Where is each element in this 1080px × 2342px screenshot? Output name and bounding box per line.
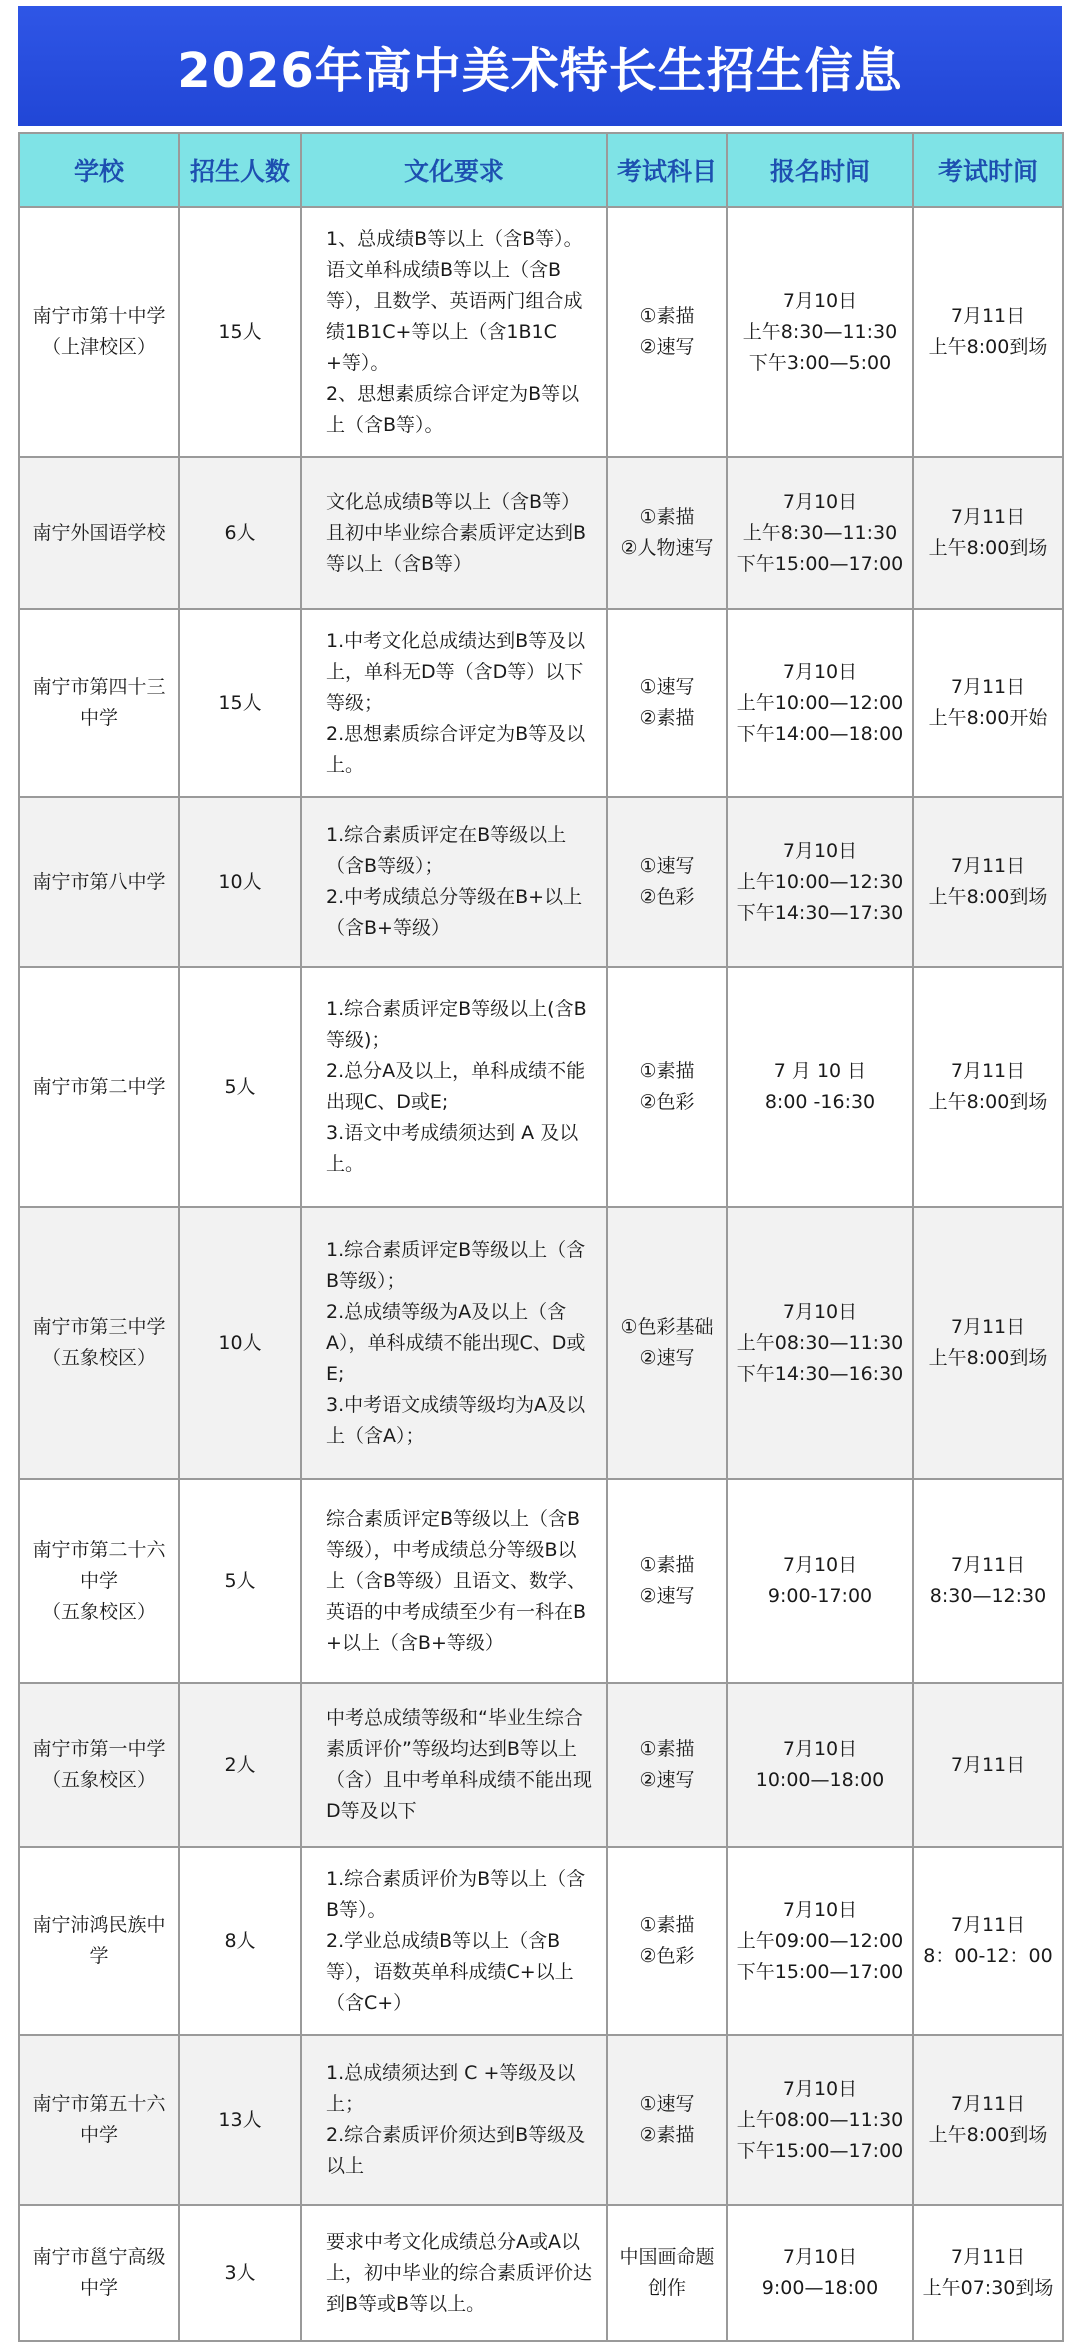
- requirements-cell: [301, 1847, 607, 2035]
- requirements-cell-line: 1.综合素质评定B等级以上(含B等级)；: [326, 998, 587, 1051]
- requirements-cell-line: 1.总成绩须达到 C +等级及以上；: [326, 2062, 576, 2115]
- exam-time-cell: [913, 2205, 1063, 2341]
- signup-time-cell-line: 上午8:30—11:30: [742, 521, 898, 544]
- exam-time-cell-line: 7月11日: [950, 1554, 1026, 1576]
- requirements-cell-line: 要求中考文化成绩总分A或A以上，初中毕业的综合素质评价达到B等或B等以上。: [326, 2230, 593, 2315]
- subjects-cell: [607, 1479, 727, 1683]
- school-cell-line: 中学: [79, 707, 118, 729]
- signup-time-cell: [727, 1847, 913, 2035]
- signup-time-cell: [727, 797, 913, 967]
- signup-time-cell-line: 下午15:00—17:00: [736, 2139, 904, 2162]
- subjects-cell-line: ①素描: [639, 1738, 695, 1760]
- exam-time-cell-line: 7月11日: [950, 2246, 1026, 2268]
- exam-time-cell-line: 7月11日: [950, 2093, 1026, 2115]
- school-cell-line: 学: [89, 1945, 109, 1967]
- signup-time-cell: [727, 609, 913, 797]
- school-cell: [19, 797, 179, 967]
- requirements-cell: [301, 1479, 607, 1683]
- school-cell: [19, 1207, 179, 1479]
- subjects-cell-line: ②色彩: [639, 1945, 695, 1967]
- school-cell-line: 南宁市第五十六: [32, 2093, 166, 2115]
- school-cell: [19, 609, 179, 797]
- header-exam-time: 考试时间: [913, 133, 1063, 207]
- count-cell: 5人: [179, 1479, 301, 1683]
- school-cell-line: 南宁市第二中学: [32, 1075, 166, 1098]
- signup-time-cell: [727, 457, 913, 609]
- school-cell-line: 南宁市第十中学: [32, 305, 166, 327]
- signup-time-cell-line: 7月10日: [782, 2077, 858, 2100]
- subjects-cell-line: ②素描: [639, 2124, 695, 2146]
- count-cell: 10人: [179, 797, 301, 967]
- school-cell: [19, 1847, 179, 2035]
- subjects-cell-line: ②色彩: [639, 1091, 695, 1113]
- subjects-cell-line: 创作: [647, 2277, 686, 2299]
- requirements-cell-line: 综合素质评定B等级以上（含B等级），中考成绩总分等级B以上（含B等级）且语文、数学、英语的中考成绩至少有一科在B+以上（含B+等级）: [326, 1507, 587, 1654]
- signup-time-cell-line: 下午3:00—5:00: [748, 351, 892, 374]
- school-cell-line: 南宁市邕宁高级: [32, 2246, 166, 2268]
- exam-time-cell: [913, 1207, 1063, 1479]
- count-cell: 3人: [179, 2205, 301, 2341]
- school-cell-line: 南宁市第二十六: [32, 1538, 166, 1561]
- requirements-cell: [301, 1683, 607, 1847]
- count-cell: 10人: [179, 1207, 301, 1479]
- exam-time-cell: [913, 457, 1063, 609]
- subjects-cell-line: ①速写: [639, 855, 695, 877]
- count-cell: 5人: [179, 967, 301, 1207]
- subjects-cell: [607, 1683, 727, 1847]
- requirements-cell-line: 2.综合素质评价须达到B等级及以上: [326, 2124, 586, 2177]
- subjects-cell-line: ②人物速写: [620, 537, 714, 559]
- signup-time-cell: [727, 207, 913, 457]
- school-cell: [19, 1479, 179, 1683]
- school-cell-line: 南宁沛鸿民族中: [32, 1914, 166, 1936]
- table-row: [19, 2035, 1063, 2205]
- exam-time-cell-line: 上午07:30到场: [922, 2277, 1054, 2299]
- exam-time-cell: [913, 1683, 1063, 1847]
- school-cell: [19, 1683, 179, 1847]
- signup-time-cell-line: 上午09:00—12:00: [736, 1929, 904, 1952]
- signup-time-cell-line: 7月10日: [782, 289, 858, 312]
- table-row: [19, 1683, 1063, 1847]
- exam-time-cell: [913, 967, 1063, 1207]
- signup-time-cell-line: 7月10日: [782, 1738, 858, 1760]
- subjects-cell-line: ②速写: [639, 1585, 695, 1607]
- signup-time-cell-line: 下午14:30—16:30: [736, 1362, 904, 1385]
- subjects-cell-line: ①素描: [639, 1914, 695, 1936]
- exam-time-cell-line: 7月11日: [950, 1914, 1026, 1936]
- subjects-cell-line: ②速写: [639, 1347, 695, 1369]
- school-cell: [19, 457, 179, 609]
- signup-time-cell: [727, 2205, 913, 2341]
- requirements-cell-line: 3.语文中考成绩须达到 A 及以上。: [326, 1122, 579, 1175]
- count-cell: 8人: [179, 1847, 301, 2035]
- header-requirements: 文化要求: [301, 133, 607, 207]
- signup-time-cell-line: 9:00-17:00: [767, 1585, 873, 1607]
- school-cell: [19, 967, 179, 1207]
- signup-time-cell-line: 上午08:30—11:30: [736, 1331, 904, 1354]
- subjects-cell-line: ②速写: [639, 336, 695, 358]
- count-cell: 13人: [179, 2035, 301, 2205]
- school-cell-line: 南宁外国语学校: [32, 521, 166, 544]
- requirements-cell-line: 3.中考语文成绩等级均为A及以上（含A）；: [326, 1393, 586, 1447]
- exam-time-cell-line: 上午8:00到场: [928, 537, 1048, 559]
- subjects-cell-line: ②色彩: [639, 886, 695, 908]
- signup-time-cell-line: 下午14:00—18:00: [736, 722, 904, 745]
- table-row: [19, 2205, 1063, 2341]
- requirements-cell: [301, 967, 607, 1207]
- exam-time-cell-line: 上午8:00到场: [928, 1091, 1048, 1113]
- requirements-cell-line: 1、总成绩B等以上（含B等）。语文单科成绩B等以上（含B等），且数学、英语两门组合成绩1B1C+等以上（含1B1C+等）。: [326, 227, 583, 374]
- school-cell-line: 南宁市第一中学: [32, 1738, 166, 1760]
- exam-time-cell-line: 7月11日: [950, 676, 1026, 698]
- exam-time-cell-line: 7月11日: [950, 1316, 1026, 1338]
- requirements-cell: [301, 207, 607, 457]
- school-cell-line: （五象校区）: [41, 1769, 156, 1791]
- school-cell-line: 中学: [79, 1569, 118, 1592]
- exam-time-cell: [913, 1479, 1063, 1683]
- header-count: 招生人数: [179, 133, 301, 207]
- school-cell: [19, 207, 179, 457]
- exam-time-cell: [913, 207, 1063, 457]
- requirements-cell-line: 2.总分A及以上，单科成绩不能出现C、D或E;: [326, 1060, 586, 1113]
- subjects-cell-line: ①素描: [639, 1554, 695, 1576]
- signup-time-cell-line: 7月10日: [782, 1554, 858, 1576]
- requirements-cell-line: 2.总成绩等级为A及以上（含A），单科成绩不能出现C、D或E;: [326, 1300, 586, 1385]
- table-row: [19, 609, 1063, 797]
- header-subjects: 考试科目: [607, 133, 727, 207]
- exam-time-cell-line: 上午8:00到场: [928, 336, 1048, 358]
- school-cell-line: （上津校区）: [41, 336, 156, 358]
- exam-time-cell-line: 7月11日: [950, 1060, 1026, 1082]
- signup-time-cell-line: 7月10日: [782, 660, 858, 683]
- subjects-cell-line: ①素描: [639, 506, 695, 528]
- requirements-cell: [301, 1207, 607, 1479]
- subjects-cell: [607, 967, 727, 1207]
- subjects-cell: [607, 2035, 727, 2205]
- exam-time-cell-line: 7月11日: [950, 506, 1026, 528]
- subjects-cell-line: 中国画命题: [619, 2246, 715, 2268]
- page-title: 2026年高中美术特长生招生信息: [18, 6, 1062, 126]
- requirements-cell: [301, 2035, 607, 2205]
- signup-time-cell-line: 7月10日: [782, 1898, 858, 1921]
- signup-time-cell-line: 7月10日: [782, 1300, 858, 1323]
- signup-time-cell-line: 7月10日: [782, 839, 858, 862]
- signup-time-cell-line: 上午8:30—11:30: [742, 320, 898, 343]
- header-signup-time: 报名时间: [727, 133, 913, 207]
- subjects-cell-line: ②素描: [639, 707, 695, 729]
- requirements-cell-line: 2.思想素质综合评定为B等及以上。: [326, 722, 586, 776]
- count-cell: 15人: [179, 609, 301, 797]
- table-row: [19, 967, 1063, 1207]
- subjects-cell-line: ①速写: [639, 676, 695, 698]
- signup-time-cell-line: 7 月 10 日: [773, 1060, 867, 1082]
- school-cell: [19, 2035, 179, 2205]
- subjects-cell-line: ①色彩基础: [620, 1316, 714, 1338]
- signup-time-cell-line: 7月10日: [782, 2246, 858, 2268]
- header-school: 学校: [19, 133, 179, 207]
- signup-time-cell: [727, 1683, 913, 1847]
- signup-time-cell-line: 7月10日: [782, 490, 858, 513]
- table-row: [19, 1479, 1063, 1683]
- table-body: [19, 207, 1063, 2341]
- school-cell-line: （五象校区）: [41, 1600, 156, 1623]
- admissions-table: [18, 132, 1064, 2342]
- exam-time-cell-line: 上午8:00到场: [928, 1347, 1048, 1369]
- signup-time-cell: [727, 967, 913, 1207]
- exam-time-cell: [913, 609, 1063, 797]
- subjects-cell-line: ①素描: [639, 305, 695, 327]
- school-cell-line: 南宁市第八中学: [32, 870, 166, 893]
- school-cell-line: 南宁市第三中学: [32, 1316, 166, 1338]
- requirements-cell-line: 1.中考文化总成绩达到B等及以上，单科无D等（含D等）以下等级；: [326, 629, 586, 714]
- table-row: [19, 797, 1063, 967]
- requirements-cell-line: 2、思想素质综合评定为B等以上（含B等）。: [326, 382, 580, 436]
- exam-time-cell: [913, 1847, 1063, 2035]
- school-cell-line: 中学: [79, 2124, 118, 2146]
- exam-time-cell-line: 上午8:00到场: [928, 2124, 1048, 2146]
- subjects-cell: [607, 797, 727, 967]
- subjects-cell: [607, 609, 727, 797]
- signup-time-cell-line: 下午14:30—17:30: [736, 901, 904, 924]
- requirements-cell: [301, 609, 607, 797]
- subjects-cell: [607, 207, 727, 457]
- requirements-cell-line: 1.综合素质评定在B等级以上（含B等级）；: [326, 824, 567, 877]
- exam-time-cell-line: 8:30—12:30: [929, 1585, 1047, 1607]
- exam-time-cell-line: 8：00-12：00: [923, 1945, 1053, 1967]
- table-header-row: [19, 133, 1063, 207]
- requirements-cell-line: 2.学业总成绩B等以上（含B等），语数英单科成绩C+以上（含C+）: [326, 1929, 574, 2014]
- exam-time-cell-line: 上午8:00到场: [928, 886, 1048, 908]
- subjects-cell: [607, 1207, 727, 1479]
- school-cell: [19, 2205, 179, 2341]
- signup-time-cell-line: 下午15:00—17:00: [736, 1960, 904, 1983]
- school-cell-line: 南宁市第四十三: [32, 676, 166, 698]
- subjects-cell-line: ②速写: [639, 1769, 695, 1791]
- signup-time-cell: [727, 1479, 913, 1683]
- requirements-cell-line: 2.中考成绩总分等级在B+以上（含B+等级）: [326, 886, 583, 939]
- table-row: [19, 1847, 1063, 2035]
- signup-time-cell-line: 8:00 -16:30: [764, 1091, 876, 1113]
- exam-time-cell-line: 7月11日: [950, 305, 1026, 327]
- count-cell: 15人: [179, 207, 301, 457]
- requirements-cell: [301, 457, 607, 609]
- exam-time-cell: [913, 797, 1063, 967]
- requirements-cell-line: 1.综合素质评价为B等以上（含B等）。: [326, 1867, 586, 1921]
- table-row: [19, 1207, 1063, 1479]
- requirements-cell: [301, 797, 607, 967]
- count-cell: 2人: [179, 1683, 301, 1847]
- signup-time-cell-line: 下午15:00—17:00: [736, 552, 904, 575]
- school-cell-line: 中学: [79, 2277, 118, 2299]
- requirements-cell-line: 中考总成绩等级和“毕业生综合素质评价”等级均达到B等以上（含）且中考单科成绩不能出现D等及以下: [326, 1707, 593, 1822]
- subjects-cell-line: ①素描: [639, 1060, 695, 1082]
- signup-time-cell-line: 上午10:00—12:00: [736, 691, 904, 714]
- table-row: [19, 457, 1063, 609]
- subjects-cell-line: ①速写: [639, 2093, 695, 2115]
- exam-time-cell-line: 7月11日: [950, 855, 1026, 877]
- signup-time-cell: [727, 1207, 913, 1479]
- requirements-cell-line: 文化总成绩B等以上（含B等）且初中毕业综合素质评定达到B等以上（含B等）: [326, 490, 587, 575]
- signup-time-cell-line: 上午10:00—12:30: [736, 870, 904, 893]
- subjects-cell: [607, 2205, 727, 2341]
- count-cell: 6人: [179, 457, 301, 609]
- exam-time-cell: [913, 2035, 1063, 2205]
- signup-time-cell: [727, 2035, 913, 2205]
- signup-time-cell-line: 9:00—18:00: [761, 2277, 879, 2299]
- exam-time-cell-line: 上午8:00开始: [928, 707, 1048, 729]
- subjects-cell: [607, 457, 727, 609]
- signup-time-cell-line: 10:00—18:00: [755, 1769, 885, 1791]
- school-cell-line: （五象校区）: [41, 1347, 156, 1369]
- table-row: [19, 207, 1063, 457]
- signup-time-cell-line: 上午08:00—11:30: [736, 2108, 904, 2131]
- subjects-cell: [607, 1847, 727, 2035]
- requirements-cell: [301, 2205, 607, 2341]
- exam-time-cell-line: 7月11日: [950, 1753, 1026, 1776]
- requirements-cell-line: 1.综合素质评定B等级以上（含B等级）；: [326, 1238, 586, 1292]
